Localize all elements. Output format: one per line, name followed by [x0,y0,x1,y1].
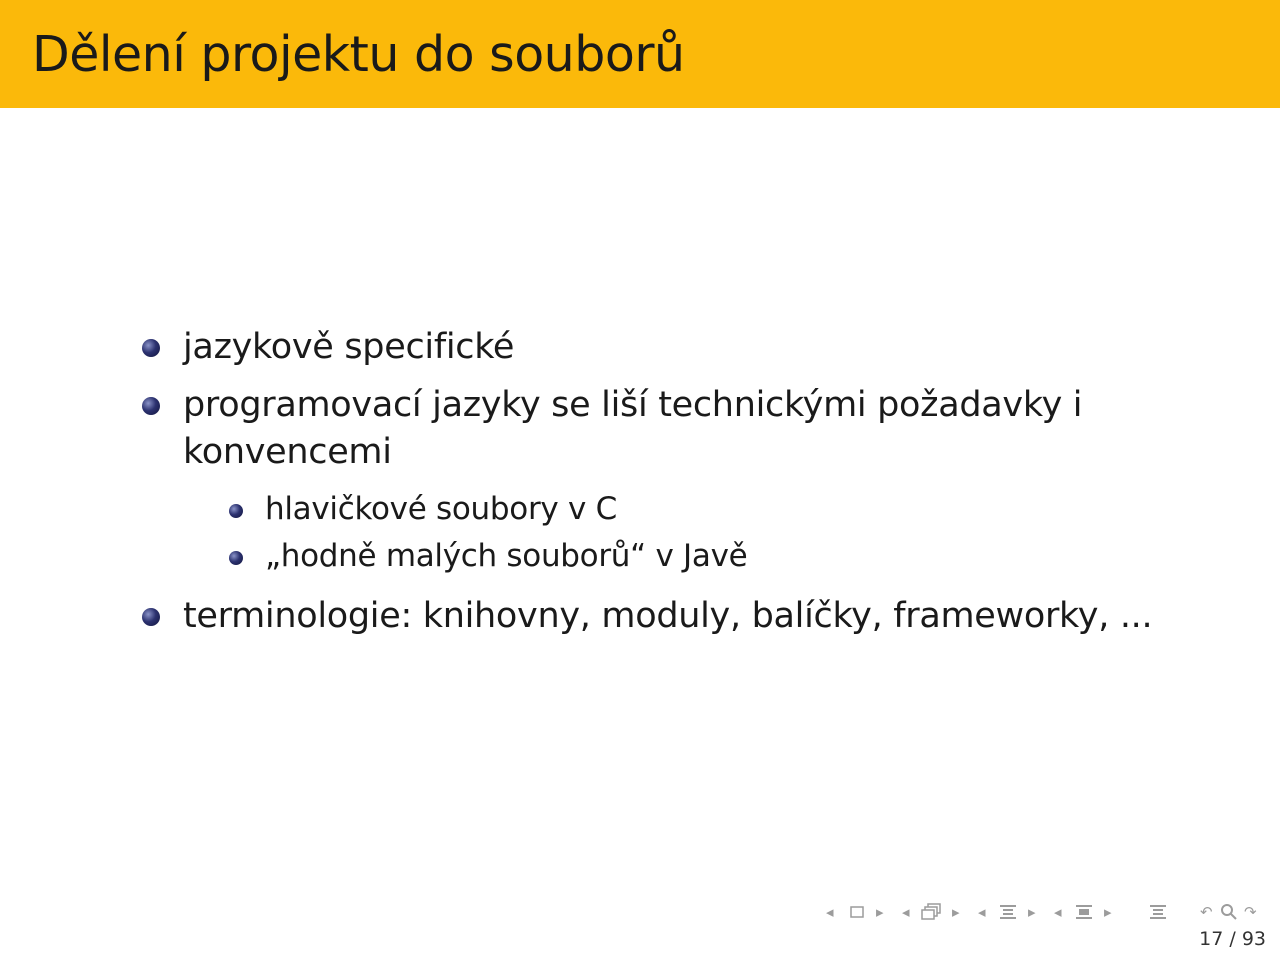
redo-icon[interactable]: ↷ [1244,903,1257,921]
arrow-right-icon[interactable]: ▸ [1028,903,1036,921]
arrow-right-icon[interactable]: ▸ [1104,903,1112,921]
arrow-left-icon[interactable]: ◂ [1054,903,1062,921]
search-icon[interactable] [1220,900,1238,928]
sub-list-item: hlavičkové soubory v C [265,491,617,527]
arrow-left-icon[interactable]: ◂ [978,903,986,921]
list-item: terminologie: knihovny, moduly, balíčky, frameworky, ... [183,596,1153,636]
list-item-continuation: konvencemi [183,432,392,472]
document-icon[interactable] [1074,900,1094,928]
bullet-icon [142,608,160,626]
sub-bullet-icon [229,551,243,565]
list-item: jazykově specifické [183,327,515,367]
list-item: programovací jazyky se liší technickými požadavky i [183,385,1083,425]
arrow-right-icon[interactable]: ▸ [876,903,884,921]
subsection-icon[interactable] [920,900,942,928]
arrow-left-icon[interactable]: ◂ [826,903,834,921]
bullet-icon [142,339,160,357]
navigation-bar [826,900,1266,924]
section-icon[interactable] [998,900,1018,928]
align-icon[interactable] [1148,900,1168,928]
arrow-right-icon[interactable]: ▸ [952,903,960,921]
arrow-left-icon[interactable]: ◂ [902,903,910,921]
undo-icon[interactable]: ↶ [1200,903,1213,921]
sub-bullet-icon [229,504,243,518]
page-number: 17 / 93 [1199,928,1266,950]
bullet-icon [142,397,160,415]
slide-title: Dělení projektu do souborů [32,26,685,83]
sub-list-item: „hodně malých souborů“ v Javě [265,538,748,574]
frame-icon[interactable] [850,900,864,925]
